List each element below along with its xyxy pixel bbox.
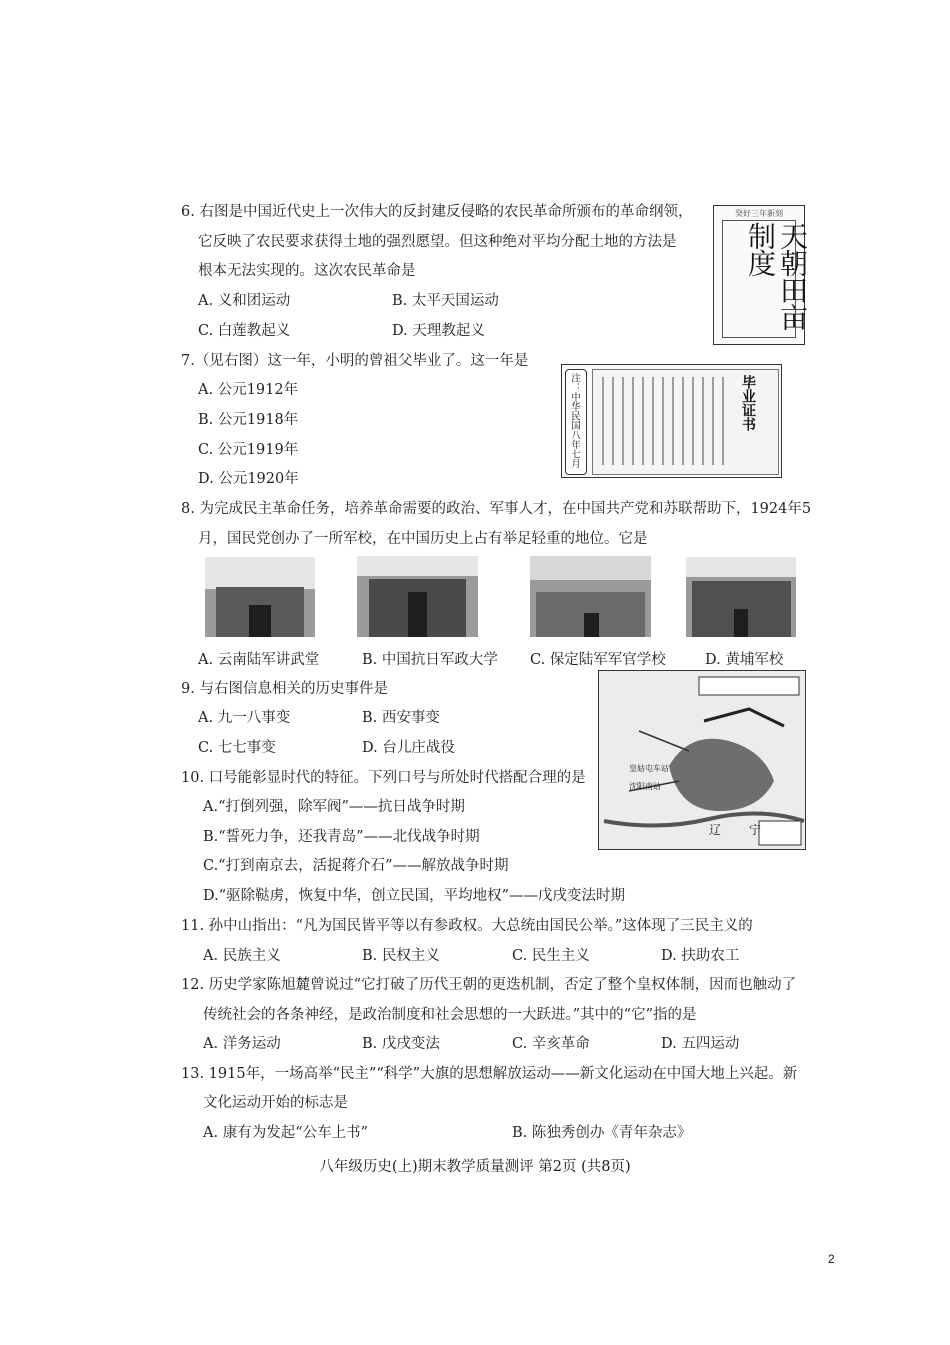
kangda-photo <box>357 556 478 637</box>
q13-stem-line2: 文化运动开始的标志是 <box>203 1095 348 1111</box>
q7-option-b: B. 公元1918年 <box>198 412 299 428</box>
graduation-certificate-figure <box>561 364 782 478</box>
q12-option-c: C. 辛亥革命 <box>512 1036 590 1052</box>
figure-title: 天朝田亩制度 <box>744 222 809 330</box>
figure-header: 癸好三年新刻 <box>735 209 783 218</box>
q6-stem-line2: 它反映了农民要求获得土地的强烈愿望。但这种绝对平均分配土地的方法是 <box>198 234 677 250</box>
q8-option-a: A. 云南陆军讲武堂 <box>198 652 320 668</box>
tianchao-tianmu-figure <box>713 205 809 345</box>
q13-stem-line1: 13. 1915年，一场高举“民主”“科学”大旗的思想解放运动——新文化运动在中国大地上兴起。新 <box>181 1066 798 1082</box>
q12-stem-line1: 12. 历史学家陈旭麓曾说过“它打破了历代王朝的更迭机制，否定了整个皇权体制，因而也触动了 <box>181 977 797 993</box>
page-number: 2 <box>828 1252 835 1266</box>
q13-option-b: B. 陈独秀创办《青年杂志》 <box>512 1125 692 1141</box>
q10-option-c: C.“打到南京去，活捉蒋介石”——解放战争时期 <box>203 858 509 874</box>
q7-option-c: C. 公元1919年 <box>198 442 299 458</box>
q11-option-a: A. 民族主义 <box>203 948 281 964</box>
q9-option-a: A. 九一八事变 <box>198 710 291 726</box>
q7-option-a: A. 公元1912年 <box>198 382 299 398</box>
certificate-side-note: 注：中华民国八年七月 <box>569 373 580 468</box>
q13-option-a: A. 康有为发起“公车上书” <box>203 1125 369 1141</box>
q9-option-b: B. 西安事变 <box>362 710 440 726</box>
q9-stem: 9. 与右图信息相关的历史事件是 <box>181 681 388 697</box>
q6-option-b: B. 太平天国运动 <box>392 293 499 309</box>
yunnan-academy-photo <box>205 557 315 637</box>
map-drawing <box>599 671 805 849</box>
q10-option-d: D.“驱除鞑虏，恢复中华，创立民国，平均地权”——戊戌变法时期 <box>203 888 626 904</box>
q9-option-d: D. 台儿庄战役 <box>362 740 455 756</box>
q6-option-a: A. 义和团运动 <box>198 293 291 309</box>
q12-option-a: A. 洋务运动 <box>203 1036 281 1052</box>
whampoa-academy-photo <box>686 557 796 637</box>
q6-option-c: C. 白莲教起义 <box>198 323 291 339</box>
map-label-shenyang-south: 沈阳南站 <box>629 782 661 791</box>
q9-option-c: C. 七七事变 <box>198 740 276 756</box>
q11-option-b: B. 民权主义 <box>362 948 440 964</box>
q8-option-b: B. 中国抗日军政大学 <box>362 652 498 668</box>
q11-option-d: D. 扶助农工 <box>661 948 740 964</box>
q8-stem-line2: 月，国民党创办了一所军校，在中国历史上占有举足轻重的地位。它是 <box>198 531 648 547</box>
q6-option-d: D. 天理教起义 <box>392 323 485 339</box>
map-label-liao: 辽 <box>709 823 722 837</box>
page-footer: 八年级历史(上)期末教学质量测评 第2页 (共8页) <box>319 1159 631 1175</box>
shenyang-map-figure <box>598 670 806 850</box>
q7-option-d: D. 公元1920年 <box>198 471 299 487</box>
map-label-huanggutun: 皇姑屯车站 <box>629 764 669 773</box>
baoding-academy-photo <box>530 556 651 637</box>
q6-stem-line1: 6. 右图是中国近代史上一次伟大的反封建反侵略的农民革命所颁布的革命纲领， <box>181 204 693 220</box>
q11-stem: 11. 孙中山指出：“凡为国民皆平等以有参政权。大总统由国民公举。”这体现了三民主义的 <box>181 918 753 934</box>
q12-option-d: D. 五四运动 <box>661 1036 740 1052</box>
q12-stem-line2: 传统社会的各条神经，是政治制度和社会思想的一大跃进。”其中的“它”指的是 <box>203 1007 697 1023</box>
q10-option-a: A.“打倒列强，除军阀”——抗日战争时期 <box>203 799 465 815</box>
q12-option-b: B. 戊戌变法 <box>362 1036 440 1052</box>
map-label-ning: 宁 <box>749 823 762 837</box>
q7-stem: 7.（见右图）这一年，小明的曾祖父毕业了。这一年是 <box>181 353 529 369</box>
q11-option-c: C. 民生主义 <box>512 948 590 964</box>
q10-stem: 10. 口号能彰显时代的特征。下列口号与所处时代搭配合理的是 <box>181 770 586 786</box>
q10-option-b: B.“誓死力争，还我青岛”——北伐战争时期 <box>203 829 480 845</box>
q8-option-d: D. 黄埔军校 <box>705 652 784 668</box>
q8-stem-line1: 8. 为完成民主革命任务，培养革命需要的政治、军事人才，在中国共产党和苏联帮助下，1924年5 <box>181 501 812 517</box>
q6-stem-line3: 根本无法实现的。这次农民革命是 <box>198 263 416 279</box>
certificate-title: 毕业证书 <box>740 375 756 431</box>
q8-option-c: C. 保定陆军军官学校 <box>530 652 666 668</box>
